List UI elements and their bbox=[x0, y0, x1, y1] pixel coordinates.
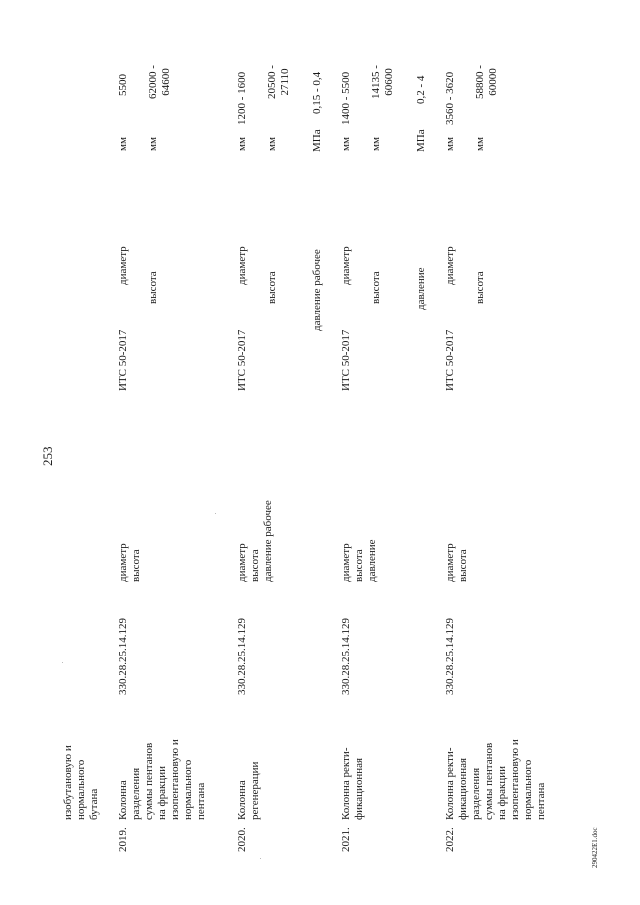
scan-speck bbox=[62, 662, 63, 663]
param-3-value: 0,2 - 4 bbox=[415, 75, 427, 104]
parameter-list bbox=[444, 492, 470, 582]
row-number: 2021. bbox=[340, 827, 352, 852]
param-1-value: 3560 - 3620 bbox=[444, 71, 456, 125]
name-line: пентана bbox=[195, 782, 207, 820]
row-number: 2022. bbox=[444, 827, 456, 852]
equipment-name bbox=[340, 710, 366, 820]
parameter-name: высота bbox=[249, 549, 261, 582]
param-1-unit: мм bbox=[117, 137, 129, 151]
param-2-value bbox=[370, 52, 396, 112]
param-2-unit: мм bbox=[266, 137, 278, 151]
param-1-name: диаметр bbox=[117, 246, 129, 285]
value-line: 27110 bbox=[279, 68, 291, 96]
continuation-line: изобутановую и bbox=[62, 745, 74, 820]
name-line: нормального bbox=[182, 759, 194, 820]
name-line: на фракции bbox=[156, 765, 168, 820]
name-line: изопентановую и bbox=[509, 739, 521, 820]
param-1-value: 1400 - 5500 bbox=[340, 71, 352, 125]
equipment-name bbox=[444, 710, 548, 820]
equipment-name bbox=[236, 710, 262, 820]
parameter-name: диаметр bbox=[236, 543, 248, 582]
param-2-name: высота bbox=[266, 271, 278, 304]
name-line: суммы пентанов bbox=[483, 742, 495, 820]
name-line: Колонна bbox=[117, 780, 129, 820]
okpd-code: 330.28.25.14.129 bbox=[117, 618, 129, 695]
okpd-code: 330.28.25.14.129 bbox=[236, 618, 248, 695]
parameter-name: диаметр bbox=[117, 543, 129, 582]
param-1-unit: мм bbox=[236, 137, 248, 151]
value-line: 60600 bbox=[383, 68, 395, 96]
param-2-name: высота bbox=[147, 271, 159, 304]
name-line: на фракции bbox=[496, 765, 508, 820]
value-line: 64600 bbox=[160, 68, 172, 96]
param-1-unit: мм bbox=[340, 137, 352, 151]
param-2-value bbox=[147, 52, 173, 112]
value-line: 20500 - bbox=[266, 65, 278, 99]
continuation-text bbox=[62, 700, 101, 820]
footer-filename: 290422E1.doc bbox=[591, 827, 599, 868]
name-line: фикационная bbox=[457, 757, 469, 820]
parameter-list bbox=[340, 492, 379, 582]
param-1-name: диаметр bbox=[236, 246, 248, 285]
name-line: Колонна bbox=[236, 780, 248, 820]
page-number: 253 bbox=[40, 446, 55, 466]
param-2-name: высота bbox=[474, 271, 486, 304]
parameter-name: высота bbox=[457, 549, 469, 582]
param-2-name: высота bbox=[370, 271, 382, 304]
param-1-name: диаметр bbox=[340, 246, 352, 285]
equipment-name bbox=[117, 710, 208, 820]
row-number: 2020. bbox=[236, 827, 248, 852]
param-3-name: давление рабочее bbox=[311, 249, 323, 331]
param-2-value bbox=[266, 52, 292, 112]
parameter-name: высота bbox=[130, 549, 142, 582]
value-line: 14135 - bbox=[370, 65, 382, 99]
name-line: разделения bbox=[470, 767, 482, 820]
param-2-value bbox=[474, 52, 500, 112]
name-line: нормального bbox=[522, 759, 534, 820]
its-reference: ИТС 50-2017 bbox=[117, 329, 129, 391]
param-1-unit: мм bbox=[444, 137, 456, 151]
param-1-name: диаметр bbox=[444, 246, 456, 285]
scan-speck bbox=[215, 513, 216, 514]
value-line: 60000 bbox=[487, 68, 499, 96]
param-2-unit: мм bbox=[147, 137, 159, 151]
name-line: фикационная bbox=[353, 757, 365, 820]
parameter-name: давление bbox=[366, 539, 378, 582]
name-line: изопентановую и bbox=[169, 739, 181, 820]
param-3-value: 0,15 - 0,4 bbox=[311, 71, 323, 114]
continuation-line: нормального bbox=[75, 759, 87, 820]
parameter-list bbox=[117, 492, 143, 582]
param-1-value: 5500 bbox=[117, 74, 129, 96]
name-line: регенерации bbox=[249, 761, 261, 820]
name-line: Колонна ректи- bbox=[340, 747, 352, 820]
parameter-name: диаметр bbox=[340, 543, 352, 582]
parameter-name: диаметр bbox=[444, 543, 456, 582]
its-reference: ИТС 50-2017 bbox=[444, 329, 456, 391]
param-1-value: 1200 - 1600 bbox=[236, 71, 248, 125]
name-line: Колонна ректи- bbox=[444, 747, 456, 820]
param-2-unit: мм bbox=[370, 137, 382, 151]
continuation-line: бутана bbox=[88, 788, 100, 820]
its-reference: ИТС 50-2017 bbox=[340, 329, 352, 391]
scan-speck bbox=[260, 858, 261, 859]
value-line: 62000 - bbox=[147, 65, 159, 99]
name-line: разделения bbox=[130, 767, 142, 820]
parameter-list bbox=[236, 462, 275, 582]
param-3-unit: МПа bbox=[415, 129, 427, 152]
name-line: суммы пентанов bbox=[143, 742, 155, 820]
its-reference: ИТС 50-2017 bbox=[236, 329, 248, 391]
value-line: 58800 - bbox=[474, 65, 486, 99]
okpd-code: 330.28.25.14.129 bbox=[340, 618, 352, 695]
parameter-name: высота bbox=[353, 549, 365, 582]
row-number: 2019. bbox=[117, 827, 129, 852]
okpd-code: 330.28.25.14.129 bbox=[444, 618, 456, 695]
param-2-unit: мм bbox=[474, 137, 486, 151]
parameter-name: давление рабочее bbox=[262, 500, 274, 582]
param-3-unit: МПа bbox=[311, 129, 323, 152]
param-3-name: давление bbox=[415, 267, 427, 310]
name-line: пентана bbox=[535, 782, 547, 820]
